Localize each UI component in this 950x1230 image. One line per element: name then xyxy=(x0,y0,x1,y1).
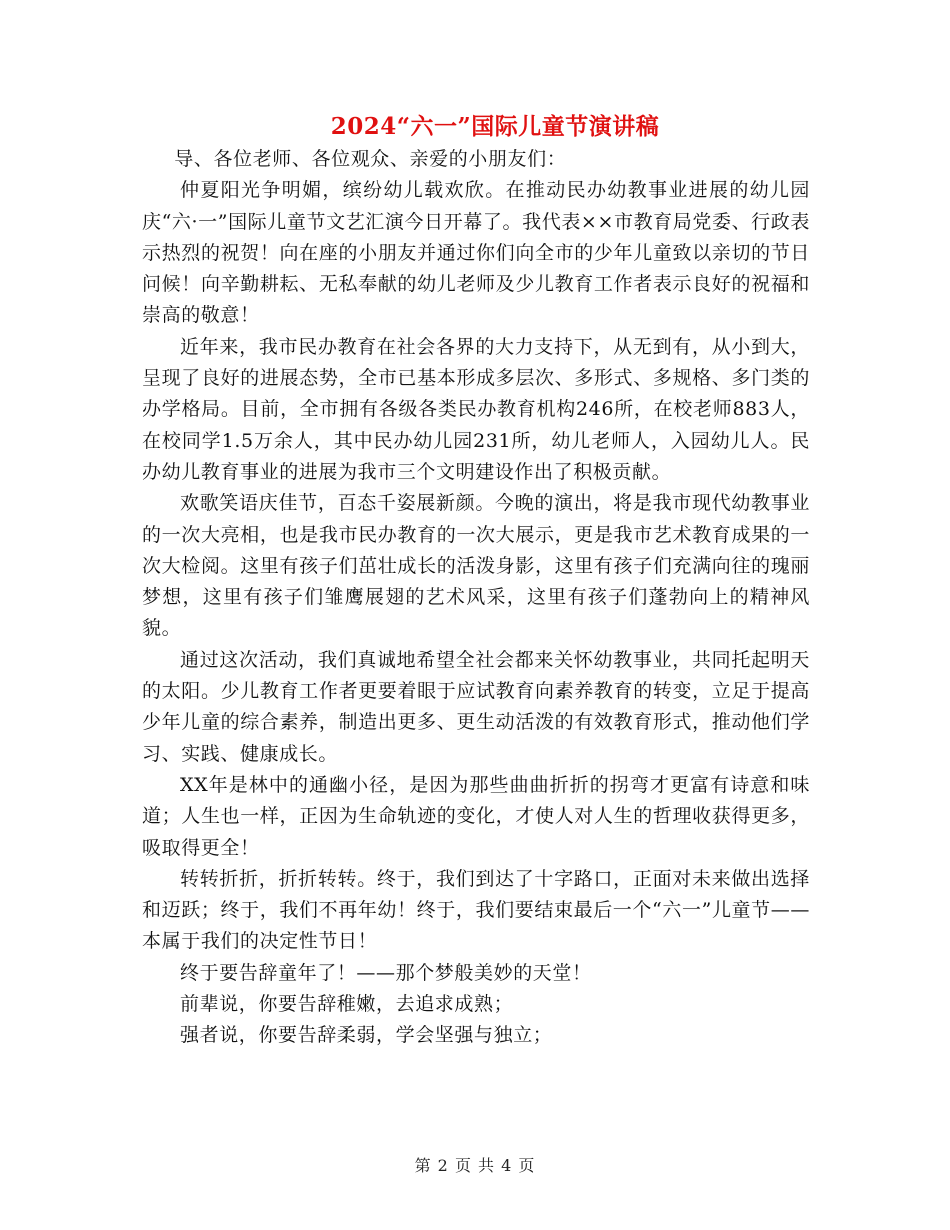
paragraph: 前辈说，你要告辞稚嫩，去追求成熟； xyxy=(180,993,514,1016)
paragraph: 欢歌笑语庆佳节，百态千姿展新颜。今晚的演出，将是我市现代幼教事业的一次大亮相，也是我市民办教育的一次大展示，更是我市艺术教育成果的一次大检阅。这里有孩子们茁壮成长的活泼身影，这里有孩子们充满向往的瑰丽梦想，这里有孩子们雏鹰展翅的艺术风采，这里有孩子们蓬勃向上的精神风貌。 xyxy=(142,492,810,640)
paragraph: XX年是林中的通幽小径，是因为那些曲曲折折的拐弯才更富有诗意和味道；人生也一样，正因为生命轨迹的变化，才使人对人生的哲理收获得更多，吸取得更全！ xyxy=(142,773,810,859)
paragraph: 强者说，你要告辞柔弱，学会坚强与独立； xyxy=(180,1024,553,1047)
paragraph: 终于要告辞童年了！——那个梦般美妙的天堂！ xyxy=(180,961,592,984)
page-footer: 第 2 页 共 4 页 xyxy=(414,1156,536,1175)
paragraph: 近年来，我市民办教育在社会各界的大力支持下，从无到有，从小到大，呈现了良好的进展态势，全市已基本形成多层次、多形式、多规格、多门类的办学格局。目前，全市拥有各级各类民办教育机构246所，在校老师883人，在校同学1.5万余人，其中民办幼儿园231所，幼儿老师人，入园幼儿人。民办幼儿教育事业的进展为我市三个文明建设作出了积极贡献。 xyxy=(142,335,810,483)
paragraph: 通过这次活动，我们真诚地希望全社会都来关怀幼教事业，共同托起明天的太阳。少儿教育工作者更要着眼于应试教育向素养教育的转变，立足于提高少年儿童的综合素养，制造出更多、更生动活泼的有效教育形式，推动他们学习、实践、健康成长。 xyxy=(142,648,810,765)
paragraph-greeting: 导、各位老师、各位观众、亲爱的小朋友们： xyxy=(174,148,567,170)
paragraph: 仲夏阳光争明媚，缤纷幼儿载欢欣。在推动民办幼教事业进展的幼儿园庆“六·一”国际儿童节文艺汇演今日开幕了。我代表××市教育局党委、行政表示热烈的祝贺！向在座的小朋友并通过你们向全市的少年儿童致以亲切的节日问候！向辛勤耕耘、无私奉献的幼儿老师及少儿教育工作者表示良好的祝福和崇高的敬意！ xyxy=(142,179,810,327)
document-body xyxy=(142,144,810,1052)
page-title: 2024“六一”国际儿童节演讲稿 xyxy=(330,113,660,140)
paragraph: 转转折折，折折转转。终于，我们到达了十字路口，正面对未来做出选择和迈跃；终于，我们不再年幼！终于，我们要结束最后一个“六一”儿童节——本属于我们的决定性节日！ xyxy=(142,867,810,953)
